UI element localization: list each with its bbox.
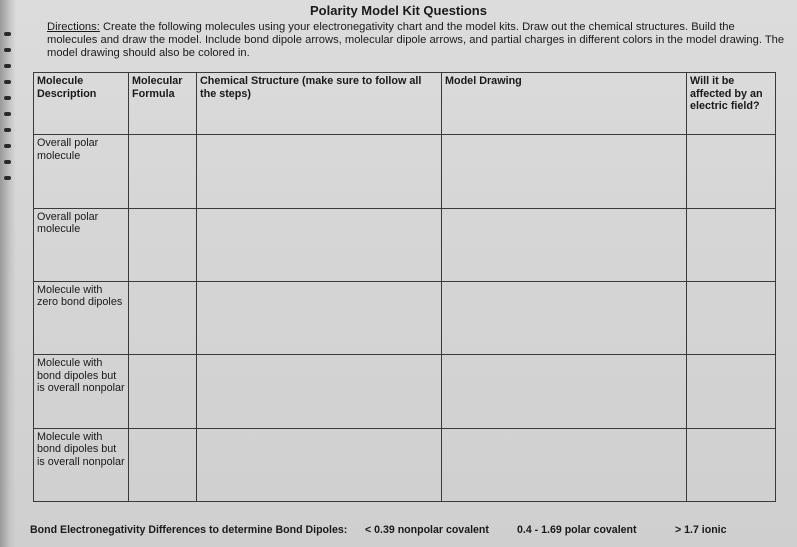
header-model: Model Drawing — [442, 73, 687, 135]
formula-cell[interactable] — [129, 208, 197, 281]
binder-hole — [4, 112, 11, 116]
electric-field-cell[interactable] — [687, 208, 776, 281]
header-structure: Chemical Structure (make sure to follow all the steps) — [197, 73, 442, 135]
electric-field-cell[interactable] — [687, 135, 776, 208]
key-ionic: > 1.7 ionic — [675, 524, 727, 536]
model-cell[interactable] — [442, 428, 687, 501]
electric-field-cell[interactable] — [687, 428, 776, 501]
model-cell[interactable] — [442, 281, 687, 354]
binder-hole — [4, 64, 11, 68]
table-row — [34, 135, 776, 208]
model-cell[interactable] — [442, 135, 687, 208]
binder-hole — [4, 48, 11, 52]
binder-hole — [4, 144, 11, 148]
directions-paragraph — [47, 21, 787, 60]
binder-hole — [4, 176, 11, 180]
key-nonpolar: < 0.39 nonpolar covalent — [365, 524, 489, 536]
model-cell[interactable] — [442, 355, 687, 428]
row-description: Molecule with bond dipoles but is overall nonpolar — [34, 428, 129, 501]
binder-hole — [4, 32, 11, 36]
structure-cell[interactable] — [197, 428, 442, 501]
binder-hole — [4, 96, 11, 100]
header-formula: Molecular Formula — [129, 73, 197, 135]
formula-cell[interactable] — [129, 428, 197, 501]
key-label: Bond Electronegativity Differences to determine Bond Dipoles: — [30, 524, 348, 536]
directions-text: Create the following molecules using your electronegativity chart and the model kits. Draw out the chemical structures. Build the molecules and draw the model. Include bond dipole arrows, molecular dipole arrows, and partial charges in different colors in the model drawing. The model drawing should also be colored in. — [47, 21, 785, 59]
table-row — [34, 428, 776, 501]
row-description: Overall polar molecule — [34, 208, 129, 281]
model-cell[interactable] — [442, 208, 687, 281]
header-electric-field: Will it be affected by an electric field? — [687, 73, 776, 135]
page-title: Polarity Model Kit Questions — [310, 3, 487, 18]
formula-cell[interactable] — [129, 281, 197, 354]
binder-edge — [0, 0, 16, 547]
polarity-table — [33, 72, 776, 502]
header-description: Molecule Description — [34, 73, 129, 135]
binder-hole — [4, 128, 11, 132]
row-description: Molecule with bond dipoles but is overall nonpolar — [34, 355, 129, 428]
row-description: Molecule with zero bond dipoles — [34, 281, 129, 354]
key-polar: 0.4 - 1.69 polar covalent — [517, 524, 637, 536]
formula-cell[interactable] — [129, 355, 197, 428]
formula-cell[interactable] — [129, 135, 197, 208]
electric-field-cell[interactable] — [687, 355, 776, 428]
structure-cell[interactable] — [197, 355, 442, 428]
structure-cell[interactable] — [197, 281, 442, 354]
row-description: Overall polar molecule — [34, 135, 129, 208]
table-row — [34, 281, 776, 354]
directions-lead: Directions: — [47, 21, 100, 33]
structure-cell[interactable] — [197, 135, 442, 208]
electric-field-cell[interactable] — [687, 281, 776, 354]
binder-hole — [4, 160, 11, 164]
binder-hole — [4, 80, 11, 84]
table-header-row — [34, 73, 776, 135]
structure-cell[interactable] — [197, 208, 442, 281]
table-row — [34, 355, 776, 428]
table-row — [34, 208, 776, 281]
